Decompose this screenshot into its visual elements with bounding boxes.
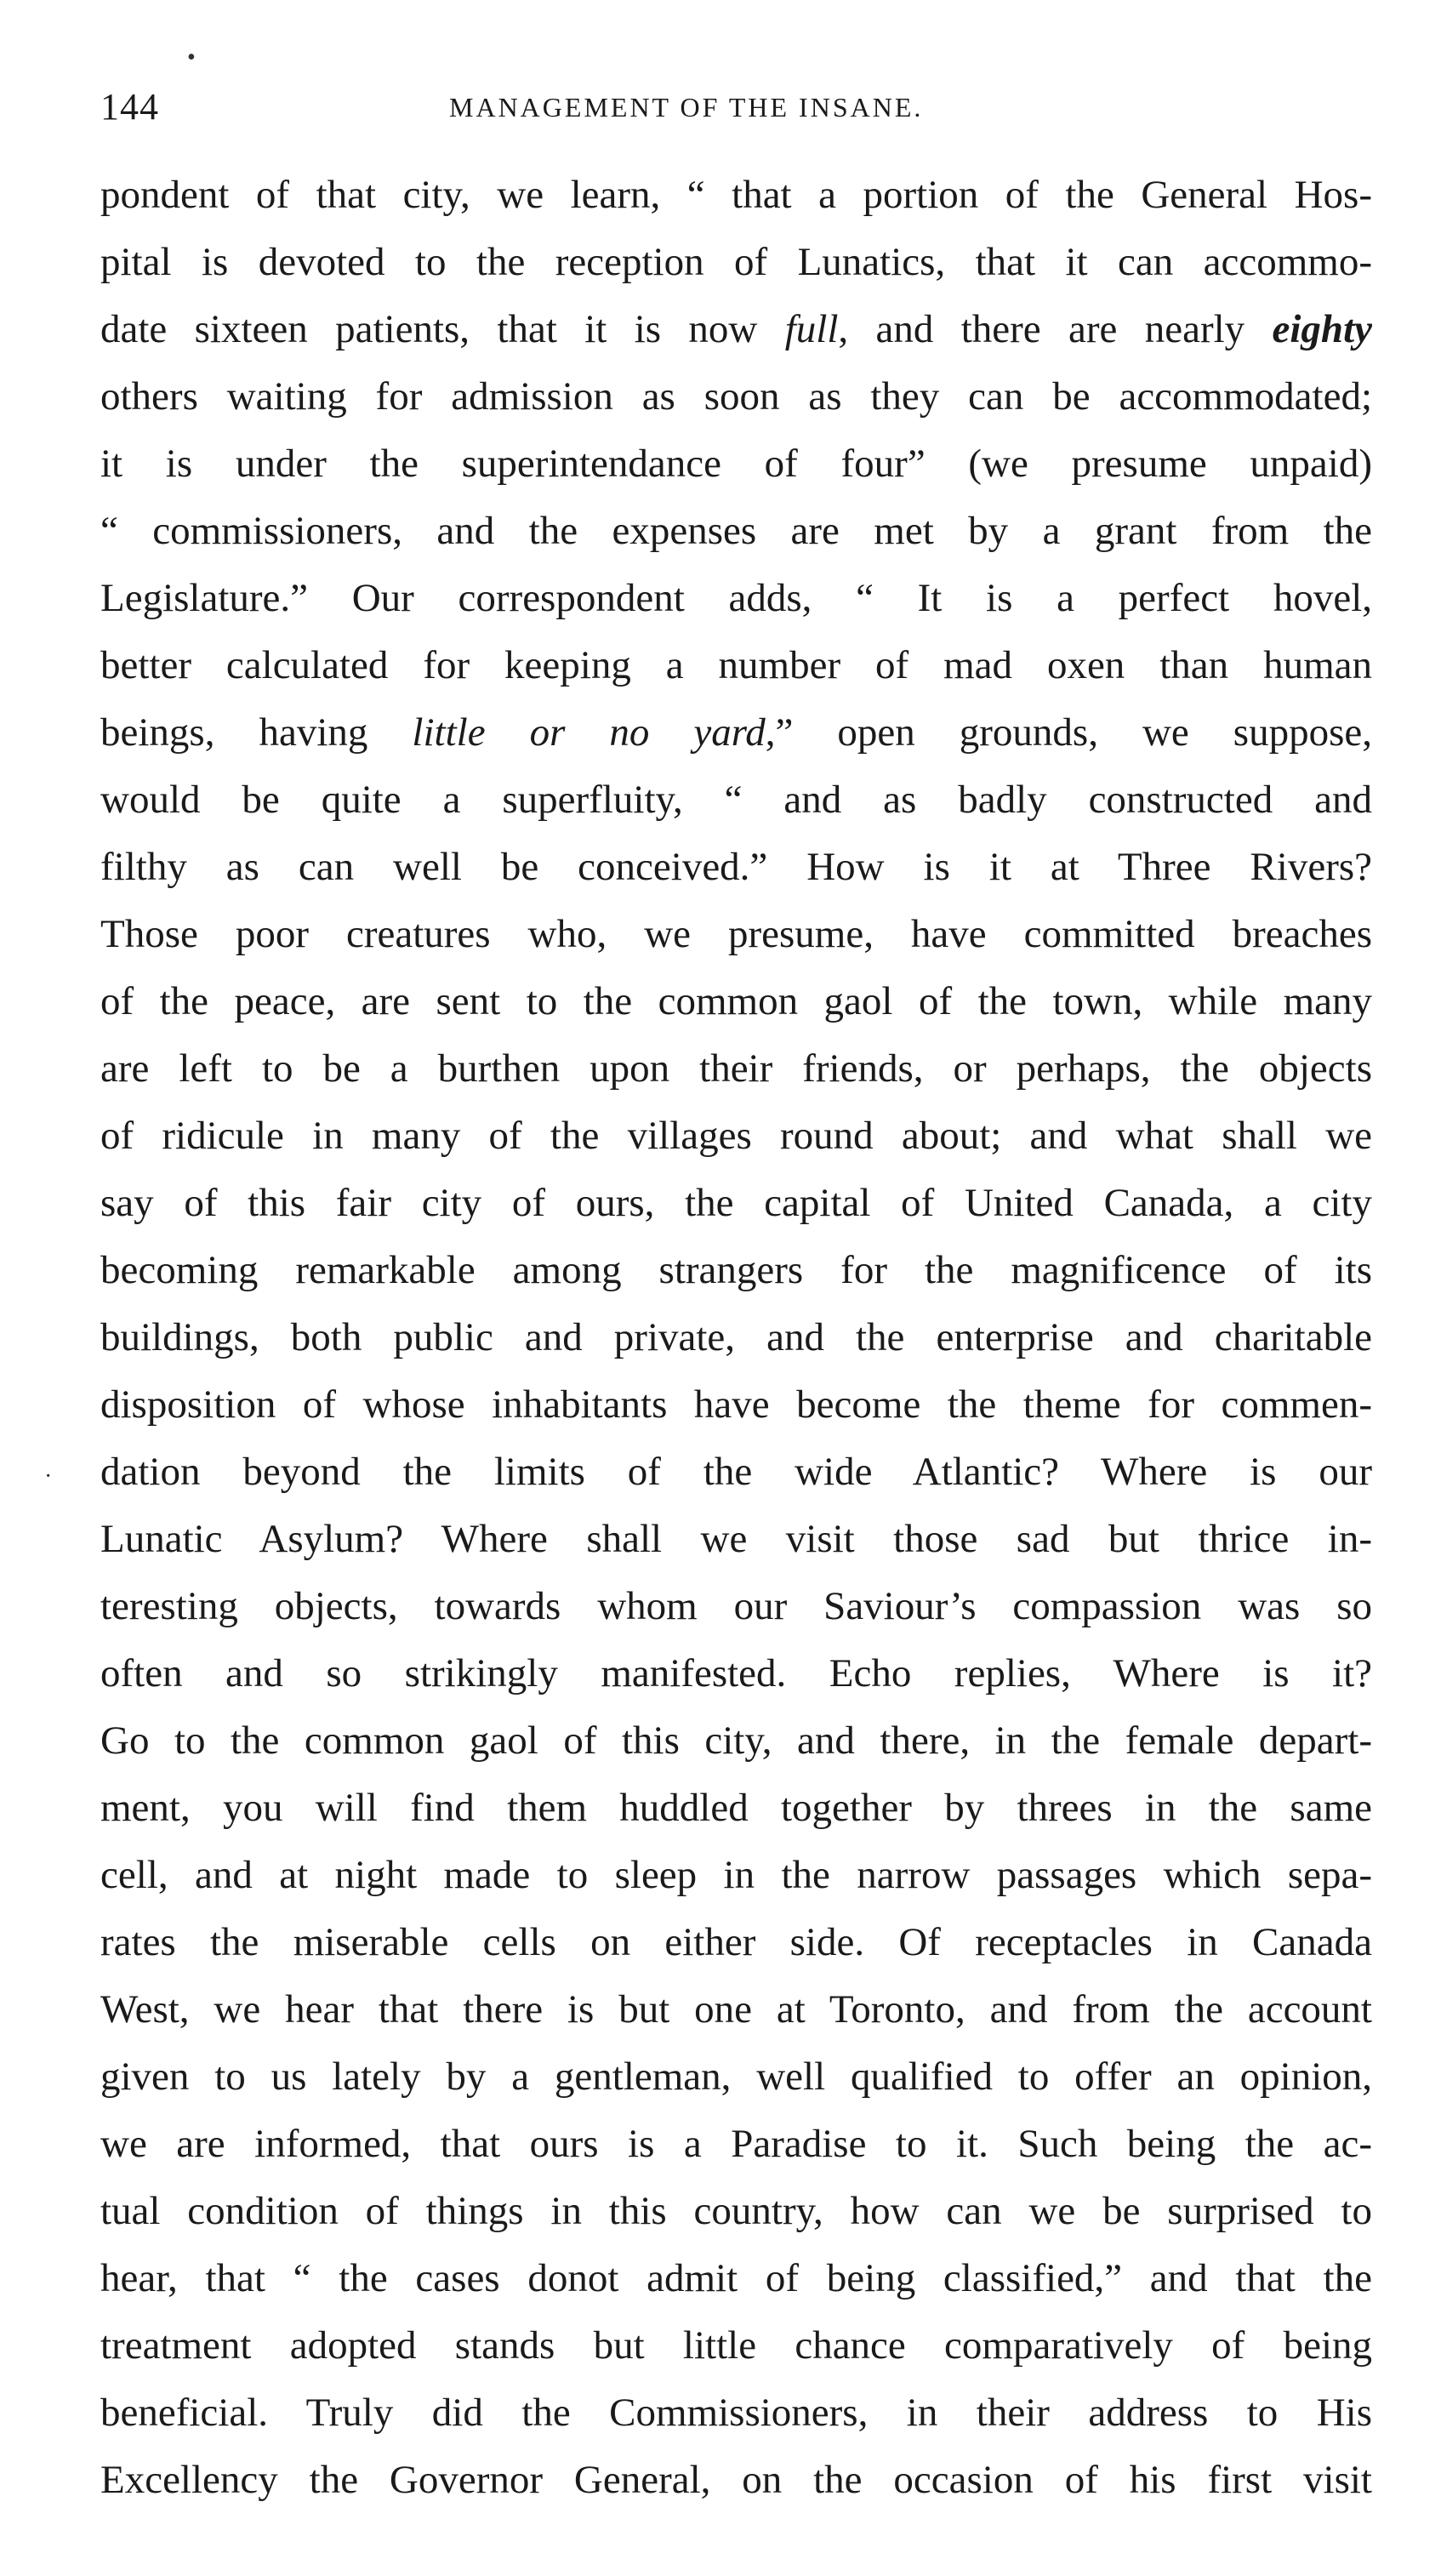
line-text: Excellency the Governor General, on the occasion of his first visit (100, 2458, 1372, 2502)
text-line (100, 498, 1372, 565)
text-line (100, 296, 1372, 363)
text-line (100, 2043, 1372, 2111)
line-text: becoming remarkable among strangers for the magnificence of its (100, 1248, 1372, 1292)
text-line (100, 1371, 1372, 1439)
line-text: better calculated for keeping a number of mad oxen than human (100, 643, 1372, 687)
line-text: of the peace, are sent to the common gaol of the town, while many (100, 979, 1372, 1023)
text-line (100, 229, 1372, 296)
text-line (100, 1909, 1372, 1976)
text-line (100, 1170, 1372, 1237)
text-line (100, 1103, 1372, 1170)
body-text (100, 162, 1372, 2514)
text-line (100, 699, 1372, 767)
text-line (100, 162, 1372, 229)
line-text: hear, that “ the cases donot admit of being classified,” and that the (100, 2256, 1372, 2300)
line-text: Those poor creatures who, we presume, have committed breaches (100, 912, 1372, 956)
text-line (100, 1439, 1372, 1506)
speck-mark: • (187, 44, 196, 71)
line-text: it is under the superintendance of four” (we presume unpaid) (100, 442, 1372, 486)
text-line (100, 2379, 1372, 2447)
line-text: disposition of whose inhabitants have become the theme for commen- (100, 1382, 1372, 1427)
line-text: Go to the common gaol of this city, and there, in the female depart- (100, 1718, 1372, 1763)
line-text: West, we hear that there is but one at Toronto, and from the account (100, 1987, 1372, 2032)
line-text: rates the miserable cells on either side. Of receptacles in Canada (100, 1920, 1372, 1964)
italic-phrase: little or no yard (412, 710, 766, 755)
text-line (100, 1573, 1372, 1640)
running-head: MANAGEMENT OF THE INSANE. (449, 92, 924, 123)
page-number: 144 (100, 86, 159, 128)
text-line (100, 2178, 1372, 2245)
page-header (100, 85, 1376, 136)
line-text: we are informed, that ours is a Paradise to it. Such being the ac- (100, 2122, 1372, 2166)
text-line (100, 1640, 1372, 1707)
text-line (100, 767, 1372, 834)
line-text: given to us lately by a gentleman, well qualified to offer an opinion, (100, 2055, 1372, 2099)
line-text: pital is devoted to the reception of Lunatics, that it can accommo- (100, 240, 1372, 284)
line-text: beings, having (100, 710, 413, 755)
text-line (100, 1775, 1372, 1842)
line-text: often and so strikingly manifested. Echo replies, Where is it? (100, 1651, 1372, 1695)
text-line (100, 1506, 1372, 1573)
line-text: tual condition of things in this country, how can we be surprised to (100, 2189, 1372, 2233)
line-text: teresting objects, towards whom our Saviour’s compassion was so (100, 1584, 1372, 1628)
text-line (100, 1035, 1372, 1103)
line-text: filthy as can well be conceived.” How is it at Three Rivers? (100, 845, 1372, 889)
text-line (100, 2447, 1372, 2514)
text-line (100, 968, 1372, 1035)
line-text: ,” open grounds, we suppose, (765, 710, 1372, 755)
line-text: cell, and at night made to sleep in the narrow passages which sepa- (100, 1853, 1372, 1897)
text-line (100, 2245, 1372, 2312)
line-text: ment, you will find them huddled together by threes in the same (100, 1786, 1372, 1830)
text-line (100, 901, 1372, 968)
text-line (100, 834, 1372, 901)
line-text: , and there are nearly (838, 307, 1273, 351)
text-line (100, 363, 1372, 430)
line-text: are left to be a burthen upon their friends, or perhaps, the objects (100, 1046, 1372, 1091)
line-text: “ commissioners, and the expenses are met by a grant from the (100, 509, 1372, 553)
text-line (100, 1976, 1372, 2043)
bold-italic-phrase: eighty (1272, 307, 1372, 351)
text-line (100, 1842, 1372, 1909)
text-line (100, 565, 1372, 632)
text-line (100, 2312, 1372, 2379)
line-text: date sixteen patients, that it is now (100, 307, 785, 351)
line-text: pondent of that city, we learn, “ that a portion of the General Hos- (100, 173, 1372, 217)
line-text: say of this fair city of ours, the capital of United Canada, a city (100, 1181, 1372, 1225)
speck-mark: · (44, 1463, 53, 1490)
line-text: buildings, both public and private, and the enterprise and charitable (100, 1315, 1372, 1359)
line-text: treatment adopted stands but little chance comparatively of being (100, 2323, 1372, 2368)
text-line (100, 2111, 1372, 2178)
line-text: Lunatic Asylum? Where shall we visit those sad but thrice in- (100, 1517, 1372, 1561)
italic-phrase: full (784, 307, 839, 351)
text-line (100, 1237, 1372, 1304)
text-line (100, 1707, 1372, 1775)
text-line (100, 632, 1372, 699)
line-text: dation beyond the limits of the wide Atlantic? Where is our (100, 1450, 1372, 1494)
line-text: beneficial. Truly did the Commissioners, in their address to His (100, 2391, 1372, 2435)
line-text: others waiting for admission as soon as they can be accommodated; (100, 374, 1372, 419)
text-line (100, 430, 1372, 498)
line-text: Legislature.” Our correspondent adds, “ It is a perfect hovel, (100, 576, 1372, 620)
line-text: of ridicule in many of the villages round about; and what shall we (100, 1114, 1372, 1158)
text-line (100, 1304, 1372, 1371)
line-text: would be quite a superfluity, “ and as badly constructed and (100, 778, 1372, 822)
